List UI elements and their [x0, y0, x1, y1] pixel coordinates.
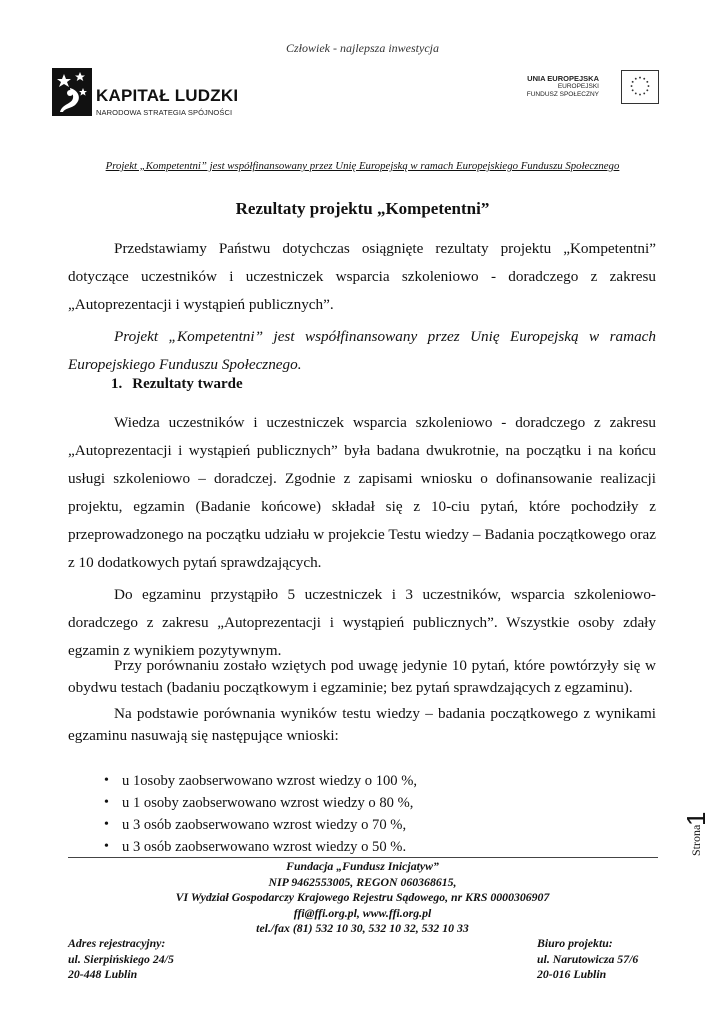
footer-left-street: ul. Sierpińskiego 24/5: [68, 951, 174, 966]
paragraph-exam: Do egzaminu przystąpiło 5 uczestniczek i 3 uczestników, wsparcia szkoleniowo-doradczego z zakresu „Autoprezentacji i wystąpień publicznych”. Wszystkie osoby zdały egzamin z wynikiem pozytywnym.: [68, 586, 656, 659]
footer-divider: [68, 857, 658, 858]
paragraph-intro: Przedstawiamy Państwu dotychczas osiągnięte rezultaty projektu „Kompetentni” dotyczące uczestników i uczestniczek wsparcia szkoleniowo - doradczego z zakresu „Autoprezentacji i wystąpień publicznych”.: [68, 240, 656, 313]
eu-logo-line3: FUNDUSZ SPOŁECZNY: [526, 91, 599, 98]
document-title: Rezultaty projektu „Kompetentni”: [235, 199, 490, 218]
footer-registry: VI Wydział Gospodarczy Krajowego Rejestru Sądowego, nr KRS 0000306907: [175, 890, 550, 904]
page-label: Strona: [689, 824, 703, 856]
hard-results-section: [68, 409, 656, 665]
page-number: 1: [681, 811, 711, 826]
footer-project-office: [537, 936, 638, 983]
footer-right-label: Biuro projektu:: [537, 936, 613, 950]
paragraph-comparison: Przy porównaniu zostało wziętych pod uwagę jedynie 10 pytań, które powtórzyły się w obydwu testach (badaniu początkowym i egzaminie; bez pytań sprawdzających z egzaminu).: [68, 657, 656, 696]
footer-left-city: 20-448 Lublin: [68, 967, 138, 981]
footer: [0, 859, 725, 937]
footer-left-label: Adres rejestracyjny:: [68, 936, 166, 950]
footer-right-city: 20-016 Lublin: [537, 967, 607, 981]
list-item: • u 3 osób zaobserwowano wzrost wiedzy o 70 %,: [104, 814, 417, 836]
intro-section: [68, 235, 656, 379]
project-cofinancing-line: Projekt „Kompetentni” jest współfinansowany przez Unię Europejską w ramach Europejskiego Funduszu Społecznego: [105, 160, 620, 172]
footer-phone: tel./fax (81) 532 10 30, 532 10 32, 532 10 33: [256, 921, 469, 935]
kapital-ludzki-emblem-icon: [52, 68, 92, 116]
list-item: • u 1 osoby zaobserwowano wzrost wiedzy o 80 %,: [104, 792, 417, 814]
kapital-ludzki-title: KAPITAŁ LUDZKI: [96, 86, 239, 105]
header-tagline: Człowiek - najlepsza inwestycja: [286, 41, 439, 55]
eu-logo-line1: UNIA EUROPEJSKA: [527, 74, 599, 83]
footer-registered-address: [68, 936, 174, 983]
footer-contact: ffi@ffi.org.pl, www.ffi.org.pl: [293, 905, 432, 920]
list-item: • u 3 osób zaobserwowano wzrost wiedzy o 50 %.: [104, 836, 417, 858]
results-list: [104, 770, 417, 858]
footer-tax-ids: NIP 9462553005, REGON 060368615,: [268, 874, 457, 889]
section-heading: [111, 376, 243, 393]
section-number: 1.: [111, 376, 123, 392]
section-title: Rezultaty twarde: [132, 376, 243, 392]
list-item: • u 1osoby zaobserwowano wzrost wiedzy o 100 %,: [104, 770, 417, 792]
eu-logo-line2: EUROPEJSKI: [557, 83, 599, 90]
eu-logo: [519, 70, 659, 106]
eu-flag-icon: [621, 70, 659, 104]
eu-logo-text: [527, 74, 599, 99]
kapital-ludzki-logo: [52, 68, 239, 120]
paragraph-conclusions: Na podstawie porównania wyników testu wiedzy – badania początkowego z wynikami egzaminu nasuwają się następujące wnioski:: [68, 705, 656, 744]
paragraph-knowledge: Wiedza uczestników i uczestniczek wsparcia szkoleniowo - doradczego z zakresu „Autoprezentacji i wystąpień publicznych” była badana dwukrotnie, na początku i na końcu usługi szkoleniowo – doradczej. Zgodnie z zapisami wniosku o dofinansowanie realizacji projektu, egzamin (Badanie końcowe) składał się z 10-ciu pytań, które pochodziły z przeprowadzonego na początku udziału w projekcie Testu wiedzy – Badania początkowego oraz z 10 dodatkowych pytań sprawdzających.: [68, 414, 656, 571]
paragraph-cofinancing: Projekt „Kompetentni” jest współfinansowany przez Unię Europejską w ramach Europejskiego Funduszu Społecznego.: [68, 328, 656, 373]
footer-right-street: ul. Narutowicza 57/6: [537, 951, 639, 966]
kapital-ludzki-subtitle: NARODOWA STRATEGIA SPÓJNOŚCI: [96, 108, 233, 117]
comparison-section: [68, 655, 656, 747]
footer-foundation: Fundacja „Fundusz Inicjatyw”: [286, 859, 439, 873]
